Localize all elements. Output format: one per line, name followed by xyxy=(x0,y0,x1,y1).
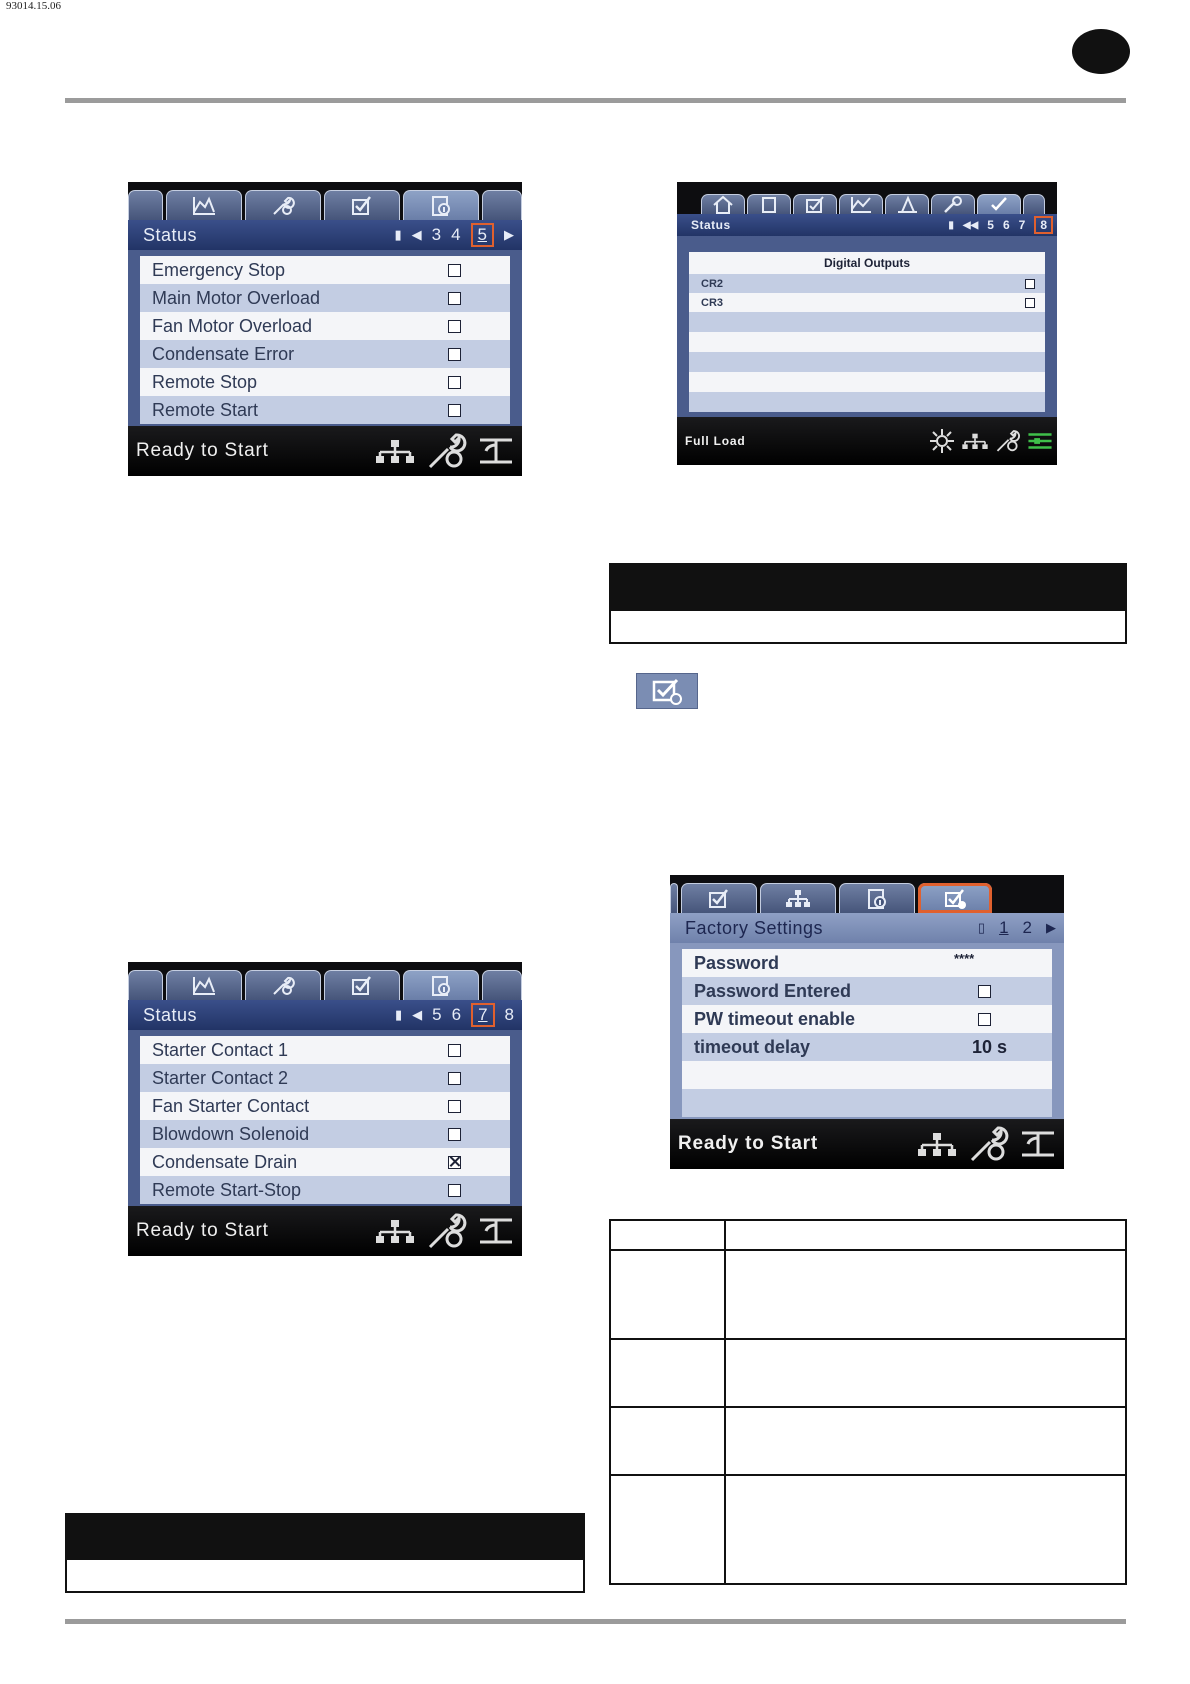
trend-icon xyxy=(191,195,217,217)
status-header xyxy=(677,214,1057,236)
row-label: Condensate Error xyxy=(152,343,295,364)
list-item xyxy=(140,1120,510,1148)
network-icon[interactable] xyxy=(961,431,989,451)
digital-outputs-list xyxy=(689,252,1045,412)
setting-row-password-entered xyxy=(682,977,1052,1005)
status-header xyxy=(128,1000,522,1030)
row-checkbox xyxy=(1025,298,1035,308)
settings-check-icon xyxy=(986,194,1012,216)
tab-bar xyxy=(128,182,522,220)
row-label: Blowdown Solenoid xyxy=(152,1123,310,1144)
page-link[interactable]: 8 xyxy=(504,1005,514,1024)
row-label: Remote Start-Stop xyxy=(152,1179,302,1200)
status-footer xyxy=(677,417,1057,465)
load-icon[interactable] xyxy=(1027,430,1053,452)
row-label: Starter Contact 1 xyxy=(152,1039,289,1060)
page-link[interactable]: 6 xyxy=(451,1005,462,1024)
empty-row xyxy=(689,312,1045,332)
tab-info[interactable] xyxy=(403,190,479,220)
status-screen-page-8 xyxy=(677,182,1057,465)
row-checkbox xyxy=(448,1184,461,1197)
row-checkbox[interactable] xyxy=(978,1013,991,1026)
factory-settings-screen xyxy=(670,875,1064,1169)
trend-icon xyxy=(848,194,874,216)
machine-status: Full Load xyxy=(685,434,746,448)
footer-icons xyxy=(929,417,1053,465)
list-item xyxy=(140,312,510,340)
machine-status: Ready to Start xyxy=(136,440,269,461)
tab-service[interactable] xyxy=(245,190,321,220)
home-icon xyxy=(710,194,736,216)
tab-check[interactable] xyxy=(681,883,757,913)
status-header xyxy=(128,220,522,250)
motor-running-icon[interactable] xyxy=(929,428,955,454)
row-checkbox xyxy=(448,1044,461,1057)
network-icon[interactable] xyxy=(374,1218,416,1244)
status-screen-page-5 xyxy=(128,182,522,476)
page-link[interactable]: 4 xyxy=(451,225,461,244)
digital-outputs-title: Digital Outputs xyxy=(824,256,910,270)
row-label: Fan Starter Contact xyxy=(152,1095,310,1116)
info-icon xyxy=(428,975,454,997)
page-list-icon[interactable]: ▮ xyxy=(394,227,402,242)
status-footer xyxy=(128,1206,522,1256)
wrench-icon xyxy=(270,195,296,217)
tab-service[interactable] xyxy=(931,194,975,214)
tab-info[interactable] xyxy=(403,970,479,1000)
screen-title: Factory Settings xyxy=(685,917,824,938)
table-cell xyxy=(725,1339,1126,1407)
check-icon xyxy=(802,194,828,216)
setting-row-timeout-delay[interactable] xyxy=(682,1033,1052,1061)
setting-row-pw-timeout[interactable] xyxy=(682,1005,1052,1033)
settings-header xyxy=(670,913,1064,943)
timeout-value[interactable]: 10 s xyxy=(972,1036,1008,1057)
screen-title: Status xyxy=(143,1004,198,1025)
settings-list xyxy=(682,949,1052,1117)
footer-icons xyxy=(374,426,514,476)
load-icon[interactable] xyxy=(478,1216,514,1246)
list-item xyxy=(689,293,1045,312)
top-rule xyxy=(65,98,1126,103)
service-icon[interactable] xyxy=(426,1211,468,1251)
list-item xyxy=(140,396,510,424)
page-navigator xyxy=(395,1000,514,1030)
tab-settings[interactable] xyxy=(977,194,1021,214)
row-checkbox xyxy=(448,320,461,333)
row-label: PW timeout enable xyxy=(694,1008,856,1029)
current-page[interactable]: 1 xyxy=(999,918,1009,937)
network-icon[interactable] xyxy=(374,438,416,464)
current-page[interactable]: 8 xyxy=(1034,216,1053,234)
row-label: Fan Motor Overload xyxy=(152,315,313,336)
document-code: 93014.15.06 xyxy=(6,0,61,12)
tab-bar xyxy=(128,962,522,1000)
status-list xyxy=(140,256,510,424)
list-item xyxy=(140,1036,510,1064)
row-checkbox xyxy=(448,348,461,361)
list-item xyxy=(140,256,510,284)
network-icon xyxy=(785,888,811,910)
status-list xyxy=(140,1036,510,1204)
alarm-icon xyxy=(756,194,782,216)
wrench-icon xyxy=(270,975,296,997)
status-footer xyxy=(670,1119,1064,1169)
tab-chart[interactable] xyxy=(885,194,929,214)
footer-icons xyxy=(374,1206,514,1256)
page-list-icon[interactable]: ▯ xyxy=(977,920,986,935)
tab-network[interactable] xyxy=(760,883,836,913)
password-value[interactable]: **** xyxy=(954,951,975,966)
table-cell xyxy=(725,1475,1126,1584)
info-icon xyxy=(428,195,454,217)
section-title xyxy=(689,252,1045,274)
check-icon xyxy=(349,195,375,217)
page-link[interactable]: 2 xyxy=(1022,918,1032,937)
row-checkbox xyxy=(448,264,461,277)
next-page-icon[interactable]: ▶ xyxy=(1046,920,1056,935)
status-footer xyxy=(128,426,522,476)
tab-alarm[interactable] xyxy=(747,194,791,214)
row-label: Starter Contact 2 xyxy=(152,1067,289,1088)
empty-row xyxy=(689,332,1045,352)
table-cell xyxy=(610,1475,725,1584)
status-screen-page-7 xyxy=(128,962,522,1256)
next-page-icon[interactable]: ▶ xyxy=(504,227,514,242)
row-checkbox xyxy=(1025,279,1035,289)
screen-title: Status xyxy=(691,218,731,232)
info-icon xyxy=(864,888,890,910)
list-item xyxy=(140,1064,510,1092)
page-link[interactable]: 6 xyxy=(1002,218,1010,232)
service-icon[interactable] xyxy=(995,428,1021,454)
row-label: Password xyxy=(694,952,780,973)
network-icon[interactable] xyxy=(916,1131,958,1157)
list-item xyxy=(140,1176,510,1204)
table-cell xyxy=(725,1250,1126,1339)
row-checkbox xyxy=(978,985,991,998)
screen-title: Status xyxy=(143,224,198,245)
current-page[interactable]: 5 xyxy=(471,223,494,247)
tab-trend[interactable] xyxy=(166,190,242,220)
page-link[interactable]: 5 xyxy=(432,1005,442,1024)
empty-row xyxy=(689,392,1045,412)
row-label: CR3 xyxy=(701,296,724,309)
table-cell xyxy=(610,1339,725,1407)
row-label: Remote Start xyxy=(152,399,259,420)
row-label: Password Entered xyxy=(694,980,852,1001)
prev-page-icon[interactable]: ◀ xyxy=(412,1007,423,1022)
table-cell xyxy=(725,1220,1126,1250)
tab-check[interactable] xyxy=(324,190,400,220)
table-row xyxy=(610,1339,1126,1407)
table-cell xyxy=(610,1407,725,1475)
section-heading-box xyxy=(65,1560,585,1593)
page-navigator xyxy=(948,214,1053,236)
settings-tab-icon xyxy=(636,673,698,709)
row-label: Condensate Drain xyxy=(152,1151,298,1172)
tab-partial-right[interactable] xyxy=(482,970,522,1000)
prev-page-icon[interactable]: ◀◀ xyxy=(962,219,979,231)
table-header-row xyxy=(610,1220,1126,1250)
tab-partial-right[interactable] xyxy=(482,190,522,220)
tab-trend[interactable] xyxy=(839,194,883,214)
list-item xyxy=(140,340,510,368)
section-heading-bar xyxy=(65,1513,585,1560)
machine-status: Ready to Start xyxy=(136,1220,269,1241)
page-navigator xyxy=(978,913,1056,943)
tab-partial-left[interactable] xyxy=(128,190,163,220)
settings-description-table xyxy=(609,1219,1127,1585)
settings-check-icon xyxy=(942,888,968,910)
list-item xyxy=(140,368,510,396)
trend-icon xyxy=(191,975,217,997)
load-icon[interactable] xyxy=(1020,1129,1056,1159)
section-heading-box xyxy=(609,611,1127,644)
check-icon xyxy=(349,975,375,997)
page-navigator xyxy=(394,220,514,250)
empty-row xyxy=(682,1061,1052,1089)
tab-info[interactable] xyxy=(839,883,915,913)
page-link[interactable]: 7 xyxy=(1018,218,1026,232)
page-link[interactable]: 5 xyxy=(987,218,994,232)
row-label: Emergency Stop xyxy=(152,259,286,280)
tab-bar xyxy=(677,182,1057,214)
empty-row xyxy=(682,1089,1052,1117)
service-icon[interactable] xyxy=(426,431,468,471)
tab-check[interactable] xyxy=(793,194,837,214)
tab-trend[interactable] xyxy=(166,970,242,1000)
empty-row xyxy=(689,352,1045,372)
row-label: CR2 xyxy=(701,277,724,290)
row-checkbox xyxy=(448,376,461,389)
language-marker xyxy=(1072,29,1130,74)
table-cell xyxy=(610,1250,725,1339)
chart-icon xyxy=(894,194,920,216)
page-link[interactable]: 3 xyxy=(431,225,442,244)
table-row xyxy=(610,1407,1126,1475)
list-item xyxy=(140,1148,510,1176)
bottom-rule xyxy=(65,1619,1126,1624)
table-cell xyxy=(725,1407,1126,1475)
page-list-icon[interactable]: ▮ xyxy=(948,219,954,231)
tab-home[interactable] xyxy=(701,194,745,214)
tab-partial-right[interactable] xyxy=(1023,194,1045,214)
check-icon xyxy=(706,888,732,910)
tab-bar xyxy=(670,875,1064,913)
table-row xyxy=(610,1475,1126,1584)
list-item xyxy=(140,284,510,312)
table-row xyxy=(610,1250,1126,1339)
tab-check[interactable] xyxy=(324,970,400,1000)
wrench-icon xyxy=(940,194,966,216)
section-heading-bar xyxy=(609,563,1127,611)
machine-status: Ready to Start xyxy=(678,1133,819,1154)
prev-page-icon[interactable]: ◀ xyxy=(411,227,422,242)
footer-icons xyxy=(916,1119,1056,1169)
row-checkbox xyxy=(448,292,461,305)
setting-row-password[interactable] xyxy=(682,949,1052,977)
row-checkbox xyxy=(448,1128,461,1141)
tab-service[interactable] xyxy=(245,970,321,1000)
tab-settings[interactable] xyxy=(918,883,992,913)
service-icon[interactable] xyxy=(968,1124,1010,1164)
settings-check-icon xyxy=(649,676,685,706)
tab-partial-left[interactable] xyxy=(128,970,163,1000)
list-item xyxy=(689,274,1045,293)
load-icon[interactable] xyxy=(478,436,514,466)
current-page[interactable]: 7 xyxy=(471,1003,494,1027)
row-checkbox xyxy=(448,404,461,417)
list-item xyxy=(140,1092,510,1120)
row-label: timeout delay xyxy=(694,1036,811,1057)
row-label: Remote Stop xyxy=(152,371,258,392)
row-checkbox-checked xyxy=(448,1156,461,1169)
row-label: Main Motor Overload xyxy=(152,287,321,308)
row-checkbox xyxy=(448,1100,461,1113)
tab-partial-left[interactable] xyxy=(670,883,678,913)
page-list-icon[interactable]: ▮ xyxy=(394,1007,403,1022)
empty-row xyxy=(689,372,1045,392)
table-cell xyxy=(610,1220,725,1250)
row-checkbox xyxy=(448,1072,461,1085)
